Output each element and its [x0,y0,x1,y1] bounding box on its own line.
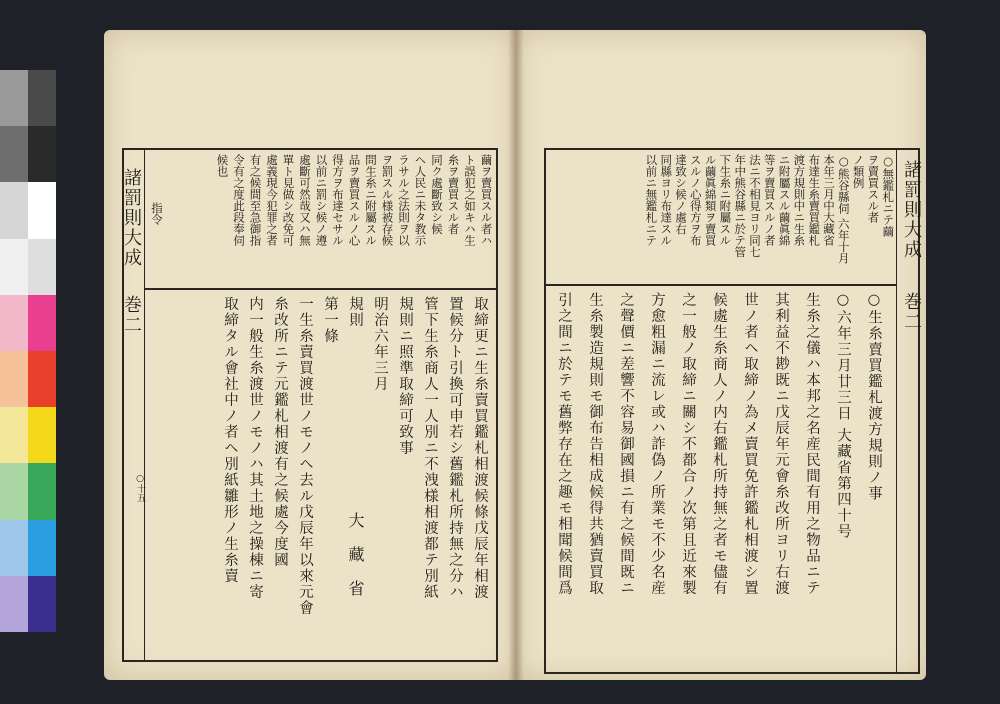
text-column: 生糸之儀ハ本邦之名産民間有用之物品ニテ [804,292,820,596]
text-column: 之一般ノ取締ニ關シ不都合ノ次第且近來製 [680,292,696,596]
text-column: 候處生糸商人ノ内右鑑札所持無之者モ儘有 [711,292,727,596]
right-page-divider [544,284,896,286]
right-ear-title: 諸罰則大成 [901,160,922,260]
calibration-swatch [28,407,56,463]
text-column: 下生糸ニ附屬スル [718,154,733,246]
text-column: ○生糸賣買鑑札渡方規則ノ事 [866,292,882,502]
calibration-swatch [0,520,28,576]
text-column: ニ附屬スル繭眞綿 [777,154,792,246]
text-column: 繭ヲ賣買スル者ハ [479,154,494,246]
text-column: 年中熊谷縣ニ於テ管 [733,154,748,258]
left-page-number: ○十五 [135,474,145,502]
left-shirei-label: 指令 [150,202,164,225]
text-column: スルノ心得方ヲ布 [688,154,703,246]
left-issuer: 大藏省 [346,512,365,614]
right-ear-subtitle: 巻二 [901,292,922,332]
text-column: 糸ヲ賣買スル者 [446,154,461,235]
text-column: 其利益不尠既ニ戊辰年元會糸改所ヨリ右渡 [773,292,789,596]
text-column: 等ヲ賣買スルノ者 [762,154,777,246]
text-column: ラサル之法則ヲ以 [397,154,411,246]
text-column: 之聲價ニ差響不容易御國損ニ有之候間既ニ [618,292,634,596]
text-column: 有之候間至急御指 [248,154,263,246]
text-column: 世ノ者ヘ取締ノ為メ賣買免許鑑札相渡シ置 [742,292,758,596]
calibration-swatch [28,463,56,519]
calibration-swatch [0,407,28,463]
calibration-swatch [28,239,56,295]
text-column: 方愈粗漏ニ流レ或ハ詐偽ノ所業モ不少名産 [649,292,665,596]
text-column: 得方ヲ布達セサル [331,154,345,246]
text-column: 問生糸ニ附屬スル [364,154,378,246]
calibration-swatch [28,70,56,126]
book-gutter [508,30,524,680]
text-column: 令有之度此段奉伺 [232,154,246,246]
text-column: 候也 [215,154,230,177]
text-column: 處義現今犯罪之者 [265,154,279,246]
text-column: ト誤犯之如キハ生 [463,154,477,246]
text-column: ○六年三月廿三日 大藏省第四十号 [835,292,851,540]
calibration-swatch [0,182,28,238]
text-column: 取締タル會社中ノ者ヘ別紙雛形ノ生糸賣 [222,296,238,584]
text-column: 置候分ト引換可申若シ舊鑑札所持無之分ハ [447,296,463,600]
right-ear-rule [896,148,897,672]
text-column: 本年三月中大藏省 [822,154,836,246]
left-ear-title: 諸罰則大成 [121,168,142,268]
text-column: 内一般生糸渡世ノモノハ其土地之操棟ニ寄 [247,296,263,600]
text-column: 明治六年三月 [372,296,388,392]
text-column: 法ニ不相見ヨリ同七 [748,154,762,258]
text-column: 同縣ヨリ布達スル [659,154,674,246]
text-column: 一生糸賣買渡世ノモノヘ去ル戊辰年以來元會 [297,296,313,616]
text-column: 以前ニ罰シ候ノ遵 [314,154,329,246]
text-column: 第一條 [322,296,338,344]
color-calibration-strip [0,70,56,632]
text-column: 布達生糸賣買鑑札 [807,154,822,246]
open-book [104,30,926,680]
calibration-swatch [28,182,56,238]
calibration-swatch [28,576,56,632]
text-column: 糸改所ニテ元鑑札相渡有之候處今度國 [272,296,288,568]
text-column: 管下生糸商人一人別ニ不洩様相渡都テ別紙 [422,296,438,600]
text-column: ル繭眞綿類ヲ賣買 [703,154,718,246]
calibration-swatch [0,463,28,519]
left-ear-rule [144,148,145,660]
calibration-swatch [0,576,28,632]
text-column: 處斷可然哉又ハ無 [298,154,312,246]
text-column: 同ク處斷致シ候 [430,154,444,235]
calibration-swatch [0,70,28,126]
text-column: 單ト見做シ改免可 [281,154,296,246]
text-column: 引之間ニ於テモ舊弊存在之趣モ相聞候間爲 [556,292,572,596]
calibration-swatch [28,520,56,576]
text-column: ヲ罰スル様被存候 [380,154,395,246]
text-column: 取締更ニ生糸賣買鑑札相渡候條戊辰年相渡 [472,296,488,600]
calibration-swatch [0,239,28,295]
text-column: 渡方規則中ニ生糸 [792,154,807,246]
calibration-swatch [0,126,28,182]
calibration-swatch [0,351,28,407]
text-column: 規則 [347,296,363,328]
text-column: ヘ人民ニ未タ教示 [413,154,428,246]
text-column: ヲ賣買スル者 [866,154,881,223]
calibration-swatch [28,351,56,407]
text-column: 規則ニ照準取締可致事 [397,296,413,456]
text-column: 以前ニ無鑑札ニテ [644,154,659,246]
calibration-swatch [28,126,56,182]
text-column: ○無鑑札ニテ繭 [881,154,896,237]
left-page-divider [144,288,496,290]
calibration-swatch [28,295,56,351]
text-column: 生糸製造規則モ御布告相成候得共猶賣買取 [587,292,603,596]
text-column: 品ヲ賣買スルノ心 [347,154,362,246]
calibration-swatch [0,295,28,351]
text-column: ○熊谷縣伺 六年十月 [836,154,851,264]
left-ear-subtitle: 巻二 [121,295,142,335]
text-column: ノ類例 [851,154,866,189]
text-column: 達致シ候ノ處右 [674,154,688,235]
